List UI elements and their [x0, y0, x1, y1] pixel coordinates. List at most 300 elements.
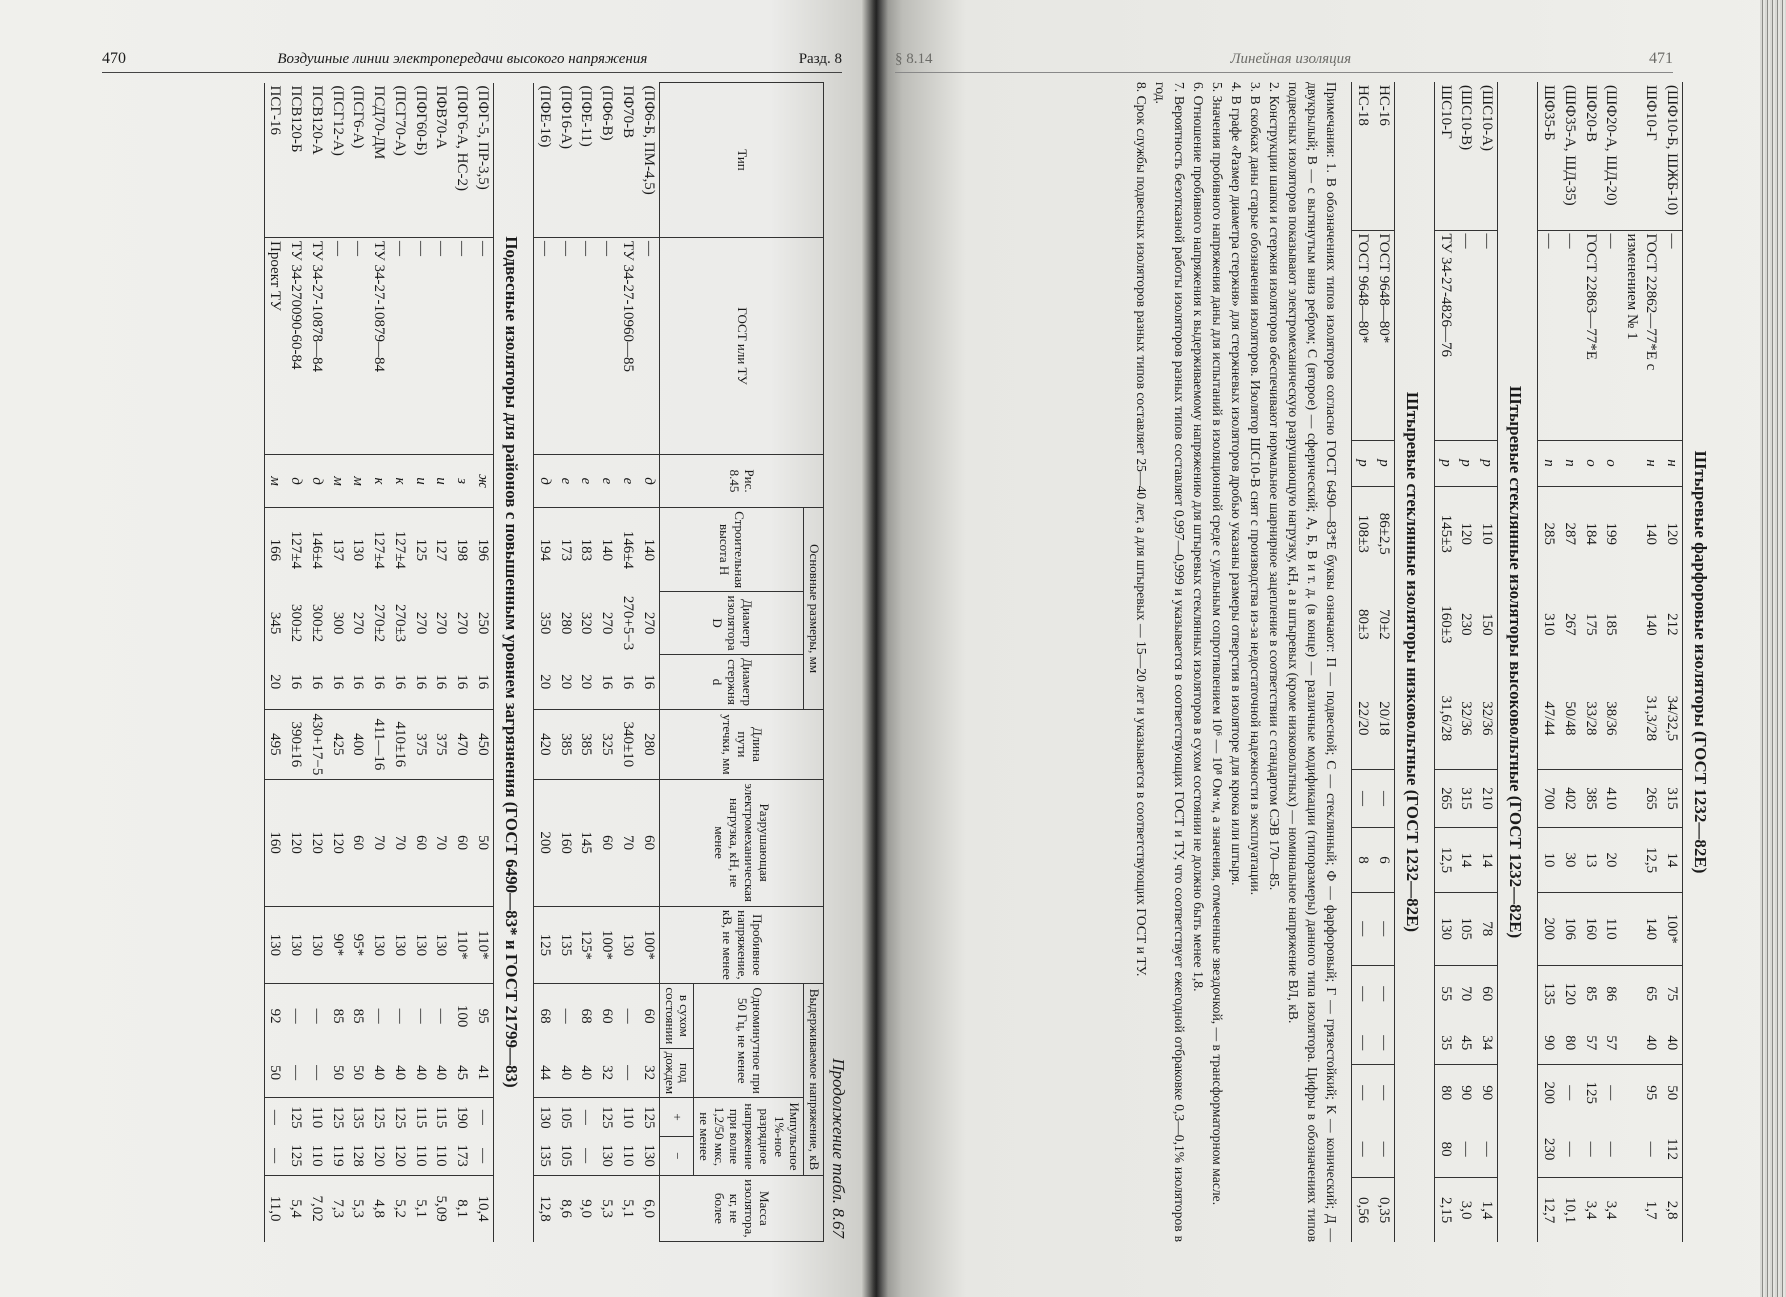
- cell-type: ПСВ120-А: [308, 85, 325, 155]
- cell-rain: —: [1355, 1035, 1371, 1051]
- table-row: [1538, 82, 1559, 1242]
- cell-diameter: 270: [454, 611, 471, 635]
- cell-dry: 68: [534, 984, 555, 1048]
- cell-type: ПСГ-16: [267, 85, 284, 136]
- cell-mass: 12,7: [1538, 1178, 1559, 1242]
- cell-mass: 1,7: [1622, 1178, 1662, 1242]
- cell-fig: м: [348, 455, 369, 508]
- cell-rod: 16: [474, 674, 491, 690]
- cell-leakage: 470: [451, 710, 472, 779]
- cell-type: (ПСГ6-А): [350, 85, 367, 149]
- cell-load: 70: [617, 779, 638, 906]
- cell-impulse-plus: 125: [596, 1098, 617, 1137]
- cell-impulse-plus: 50: [1661, 1064, 1682, 1121]
- cell-height: 146±4: [306, 508, 327, 592]
- cell-rain: 50: [267, 1065, 284, 1081]
- cell-fig: о: [1580, 440, 1601, 486]
- cell-diameter: 320: [578, 611, 595, 635]
- cell-height: 196: [472, 508, 493, 592]
- cell-diameter: 300±2: [308, 603, 325, 643]
- th-minus: −: [659, 1136, 694, 1175]
- right-running-title: Линейная изоляция: [1230, 51, 1352, 67]
- cell-breakdown: 95*: [348, 906, 369, 984]
- cell-diameter: 270: [412, 611, 429, 635]
- cell-breakdown: 78: [1477, 893, 1498, 966]
- cell-breakdown: 160: [1580, 893, 1601, 966]
- cell-impulse-plus: —: [264, 1098, 285, 1137]
- group-2-heading: [1682, 82, 1722, 1242]
- cell-impulse-minus: —: [1603, 1141, 1620, 1157]
- table-continuation-title: Продолжение табл. 8.67: [829, 1058, 848, 1238]
- table-row: [1601, 82, 1622, 1242]
- cell-type: (ПФГ60-Б): [412, 85, 429, 156]
- cell-rain: 41: [474, 1065, 491, 1081]
- cell-leakage: —: [1373, 770, 1394, 828]
- cell-fig: и: [410, 455, 431, 508]
- cell-impulse-plus: 90: [1456, 1064, 1477, 1121]
- cell-rain: 40: [578, 1065, 595, 1081]
- table-row: [431, 83, 452, 1242]
- cell-impulse-plus: 125: [638, 1098, 659, 1137]
- cell-diameter: 150: [1479, 613, 1496, 636]
- note-4: 4. В графе «Размер диаметра стержня» для стержневых изоляторов дробью указаны размеры отверстия в изоляторе для крюка или штыря.: [1229, 82, 1245, 886]
- cell-load: 160: [264, 779, 285, 906]
- cell-gost: —: [472, 238, 493, 455]
- cell-rain: —: [1375, 1035, 1392, 1051]
- table-row: [348, 83, 369, 1242]
- cell-breakdown: 130: [389, 906, 410, 984]
- cell-dry: —: [368, 984, 389, 1048]
- cell-fig: п: [1538, 440, 1559, 486]
- cell-rod: 16: [371, 674, 388, 690]
- cell-fig: р: [1435, 440, 1456, 486]
- cell-leakage: 410±16: [389, 710, 410, 779]
- cell-impulse-plus: 115: [410, 1098, 431, 1137]
- cell-type: ШС10-Г: [1437, 85, 1454, 139]
- cell-rain: —: [308, 1065, 325, 1081]
- cell-leakage: 420: [534, 710, 555, 779]
- cell-leakage: 325: [596, 710, 617, 779]
- table-row: [1580, 82, 1601, 1242]
- cell-breakdown: 105: [1456, 893, 1477, 966]
- cell-mass: 11,0: [264, 1175, 285, 1241]
- cell-dry: —: [555, 984, 576, 1048]
- cell-mass: 7,3: [327, 1175, 348, 1241]
- cell-impulse-plus: 125: [327, 1098, 348, 1137]
- cell-height: 166: [264, 508, 285, 592]
- cell-rod: 32/36: [1479, 701, 1496, 736]
- cell-gost: —: [327, 238, 348, 455]
- cell-impulse-plus: —: [1373, 1064, 1394, 1121]
- cell-rain: 57: [1603, 1035, 1620, 1051]
- cell-mass: 10,1: [1559, 1178, 1580, 1242]
- cell-height: 287: [1559, 486, 1580, 581]
- cell-rain: 80: [1562, 1035, 1578, 1051]
- cell-rain: 40: [391, 1065, 408, 1081]
- cell-mass: 1,4: [1477, 1178, 1498, 1242]
- cell-gost: ТУ 34-270090-60-84: [285, 238, 306, 455]
- cell-mass: 2,15: [1435, 1178, 1456, 1242]
- cell-load: 13: [1580, 827, 1601, 892]
- cell-impulse-minus: —: [1582, 1141, 1599, 1157]
- th-fig: Рис. 8.45: [659, 455, 823, 508]
- cell-breakdown: 200: [1538, 893, 1559, 966]
- cell-type: ПСД70-ДМ: [371, 85, 388, 160]
- cell-diameter: 270+5−3: [619, 595, 636, 651]
- th-plus: +: [659, 1098, 694, 1137]
- cell-dry: 65: [1622, 965, 1662, 1022]
- cell-breakdown: 110: [1601, 893, 1622, 966]
- cell-breakdown: 140: [1622, 893, 1662, 966]
- cell-load: 160: [555, 779, 576, 906]
- cell-height: 127±4: [389, 508, 410, 592]
- cell-impulse-plus: 125: [285, 1098, 306, 1137]
- table-row: [451, 83, 472, 1242]
- cell-mass: 5,09: [431, 1175, 452, 1241]
- cell-dry: —: [389, 984, 410, 1048]
- cell-fig: е: [576, 455, 597, 508]
- group-3-heading: [1498, 82, 1538, 1242]
- cell-diameter: 212: [1663, 613, 1680, 636]
- cell-breakdown: 130: [306, 906, 327, 984]
- cell-height: 127±4: [368, 508, 389, 592]
- cell-dry: —: [431, 984, 452, 1048]
- table-row: [576, 83, 597, 1242]
- cell-load: 200: [534, 779, 555, 906]
- cell-mass: 3,0: [1456, 1178, 1477, 1242]
- cell-impulse-minus: 112: [1663, 1138, 1680, 1161]
- cell-impulse-plus: 110: [306, 1098, 327, 1137]
- cell-mass: 5,4: [285, 1175, 306, 1241]
- cell-load: 60: [348, 779, 369, 906]
- table-row: [596, 83, 617, 1242]
- cell-impulse-plus: —: [1601, 1064, 1622, 1121]
- cell-breakdown: 130: [368, 906, 389, 984]
- cell-rod: 50/48: [1562, 701, 1578, 736]
- insulator-table-part2: [1351, 82, 1722, 1242]
- cell-leakage: 411—16: [368, 710, 389, 779]
- cell-dry: —: [1373, 965, 1394, 1022]
- cell-impulse-minus: —: [578, 1148, 595, 1164]
- cell-rod: 16: [599, 674, 616, 690]
- cell-rod: 33/28: [1582, 701, 1599, 736]
- group-1-heading: [493, 83, 533, 1242]
- cell-gost: Проект ТУ: [264, 238, 285, 455]
- cell-rain: 40: [412, 1065, 429, 1081]
- cell-rain: 57: [1582, 1035, 1599, 1051]
- cell-mass: 7,02: [306, 1175, 327, 1241]
- cell-impulse-minus: 120: [371, 1144, 388, 1167]
- cell-breakdown: 130: [431, 906, 452, 984]
- cell-type: ПФ70-В: [619, 85, 636, 139]
- cell-type: (ШФ10-Б, ШЖБ-10): [1663, 85, 1680, 216]
- cell-breakdown: 110*: [451, 906, 472, 984]
- cell-load: 20: [1601, 827, 1622, 892]
- cell-rod: 34/32,5: [1663, 695, 1680, 742]
- cell-gost: —: [596, 238, 617, 455]
- cell-impulse-minus: —: [1643, 1141, 1659, 1157]
- th-H: Строительная высота H: [659, 508, 803, 592]
- cell-type: НС-18: [1355, 85, 1371, 126]
- note-8: 8. Срок службы подвесных изоляторов разных типов составляет 25—40 лет, а для штыревых — 15—20 лет и указывается в соответствующих ГОСТ и ТУ.: [1133, 82, 1149, 977]
- cell-leakage: 400: [348, 710, 369, 779]
- cell-impulse-plus: 80: [1435, 1064, 1456, 1121]
- cell-diameter: 70±2: [1375, 609, 1392, 640]
- cell-rain: 50: [329, 1065, 346, 1081]
- table-row: [1456, 82, 1477, 1242]
- cell-mass: 6,0: [638, 1175, 659, 1241]
- cell-gost: —: [1538, 230, 1559, 440]
- cell-dry: 120: [1559, 965, 1580, 1022]
- cell-leakage: 430+17−5: [306, 710, 327, 779]
- cell-impulse-minus: 230: [1541, 1137, 1558, 1161]
- cell-gost: —: [451, 238, 472, 455]
- cell-leakage: 410: [1601, 770, 1622, 828]
- cell-gost: —: [638, 238, 659, 455]
- cell-height: 194: [534, 508, 555, 592]
- cell-leakage: 340±10: [617, 710, 638, 779]
- cell-breakdown: 130: [410, 906, 431, 984]
- th-impulse: Импульсное 1%-ное разрядное напряжение при волне 1,2/50 мкс, не менее: [694, 1098, 804, 1176]
- cell-impulse-minus: 110: [308, 1144, 325, 1167]
- cell-dry: 68: [576, 984, 597, 1048]
- cell-type: (ШС10-А): [1479, 85, 1496, 151]
- cell-dry: 85: [348, 984, 369, 1048]
- cell-mass: 0,56: [1352, 1178, 1373, 1242]
- cell-mass: 5,2: [389, 1175, 410, 1241]
- cell-rain: 40: [371, 1065, 388, 1081]
- cell-rod: 20/18: [1375, 701, 1392, 736]
- cell-dry: —: [285, 984, 306, 1048]
- cell-impulse-plus: 115: [431, 1098, 452, 1137]
- left-page-header: [102, 50, 842, 73]
- cell-fig: ж: [472, 455, 493, 508]
- cell-dry: 60: [638, 984, 659, 1048]
- section-title-pin-porcelain: Штыревые фарфоровые изоляторы (ГОСТ 1232—82Е): [1691, 450, 1710, 874]
- cell-type: ПСВ120-Б: [288, 85, 305, 153]
- cell-height: 184: [1580, 486, 1601, 581]
- left-page-number: 470: [102, 50, 126, 67]
- cell-height: 120: [1661, 486, 1682, 581]
- cell-breakdown: 110*: [472, 906, 493, 984]
- cell-fig: р: [1456, 440, 1477, 486]
- cell-load: 50: [472, 779, 493, 906]
- section-title-pin-glass-lv: Штыревые стеклянные изоляторы низковольтные (ГОСТ 1232—82Е): [1403, 391, 1422, 933]
- table-row: [389, 83, 410, 1242]
- cell-load: 120: [285, 779, 306, 906]
- cell-load: 10: [1538, 827, 1559, 892]
- cell-gost: ТУ 34-27-10878—84: [306, 238, 327, 455]
- th-d: Диаметр стержня d: [659, 654, 803, 709]
- cell-mass: 9,0: [576, 1175, 597, 1241]
- cell-height: 145±3: [1435, 486, 1456, 581]
- note-6: 6. Отношение пробивного напряжения к выдерживаемому напряжению для штыревых стеклянных изоляторов в сухом состоянии не должно быть менее 1,8.: [1191, 82, 1207, 992]
- cell-load: 12,5: [1435, 827, 1456, 892]
- table-notes: [1132, 82, 1341, 1242]
- cell-breakdown: 90*: [327, 906, 348, 984]
- cell-dry: 92: [264, 984, 285, 1048]
- cell-dry: 60: [1477, 965, 1498, 1022]
- cell-impulse-plus: —: [576, 1098, 597, 1137]
- cell-fig: д: [285, 455, 306, 508]
- cell-breakdown: 130: [264, 906, 285, 984]
- cell-height: 198: [451, 508, 472, 592]
- left-section-label: Разд. 8: [798, 51, 842, 67]
- section-title-polluted: Подвесные изоляторы для районов с повышенным уровнем загрязнения (ГОСТ 6490—83* и ГОСТ 21799—83): [502, 236, 522, 1088]
- cell-dry: 100: [451, 984, 472, 1048]
- th-mass: Масса изолятора, кг, не более: [659, 1175, 823, 1241]
- cell-impulse-minus: 110: [412, 1144, 429, 1167]
- cell-diameter: 270: [640, 611, 657, 635]
- cell-load: 60: [451, 779, 472, 906]
- cell-gost: ТУ 34-27-10960—85: [617, 238, 638, 455]
- th-dry: в сухом состоянии: [659, 984, 694, 1048]
- cell-breakdown: 130: [1435, 893, 1456, 966]
- table-row: [1622, 82, 1662, 1242]
- cell-type: (ПФ6-В): [599, 85, 616, 141]
- cell-impulse-minus: 80: [1437, 1141, 1454, 1157]
- cell-rain: 32: [599, 1065, 616, 1081]
- cell-impulse-minus: —: [1562, 1141, 1578, 1157]
- table-row: [1477, 82, 1498, 1242]
- cell-impulse-plus: 110: [617, 1098, 638, 1137]
- table-row: [617, 83, 638, 1242]
- cell-height: 127: [431, 508, 452, 592]
- cell-gost: —: [1661, 230, 1682, 440]
- cell-diameter: 270±3: [391, 603, 408, 643]
- cell-gost: ТУ 34-27-4826—76: [1435, 230, 1456, 440]
- cell-height: 110: [1477, 486, 1498, 581]
- cell-dry: 55: [1435, 965, 1456, 1022]
- cell-impulse-plus: 90: [1477, 1064, 1498, 1121]
- cell-breakdown: 125: [534, 906, 555, 984]
- cell-diameter: 300: [329, 611, 346, 635]
- cell-rod: 16: [433, 674, 450, 690]
- cell-dry: 135: [1538, 965, 1559, 1022]
- cell-leakage: 375: [431, 710, 452, 779]
- cell-rain: 40: [1663, 1035, 1680, 1051]
- cell-height: 140: [638, 508, 659, 592]
- cell-leakage: 390±16: [285, 710, 306, 779]
- cell-gost: —: [389, 238, 410, 455]
- cell-mass: 3,4: [1601, 1178, 1622, 1242]
- cell-rain: —: [288, 1065, 305, 1081]
- cell-diameter: 350: [536, 611, 553, 635]
- cell-dry: 95: [472, 984, 493, 1048]
- cell-type: (ПФГ6-А, НС-2): [454, 85, 471, 192]
- cell-fig: р: [1352, 440, 1373, 486]
- cell-load: 70: [431, 779, 452, 906]
- cell-leakage: 385: [576, 710, 597, 779]
- th-D: Диаметр изолятора D: [659, 592, 803, 655]
- cell-rain: 44: [536, 1065, 553, 1081]
- cell-rod: 16: [308, 674, 325, 690]
- cell-gost: ГОСТ 9648—80*: [1352, 230, 1373, 440]
- cell-rain: 90: [1541, 1035, 1558, 1051]
- cell-fig: к: [389, 455, 410, 508]
- insulator-table-part1: [264, 82, 824, 1242]
- cell-height: 146±4: [617, 508, 638, 592]
- cell-leakage: 265: [1435, 770, 1456, 828]
- cell-height: 120: [1456, 486, 1477, 581]
- cell-diameter: 175: [1582, 613, 1599, 636]
- table-row: [1661, 82, 1682, 1242]
- cell-impulse-minus: —: [1375, 1141, 1392, 1157]
- cell-impulse-minus: —: [474, 1148, 491, 1164]
- cell-mass: 5,1: [410, 1175, 431, 1241]
- cell-rod: 32/36: [1458, 701, 1475, 736]
- cell-leakage: 425: [327, 710, 348, 779]
- cell-impulse-minus: 135: [536, 1144, 553, 1167]
- left-rotated-content: [103, 82, 848, 1242]
- cell-type: (ПФГ-5, ПР-3,5): [474, 85, 491, 190]
- cell-mass: 2,8: [1661, 1178, 1682, 1242]
- cell-breakdown: 125*: [576, 906, 597, 984]
- cell-impulse-minus: 119: [329, 1144, 346, 1167]
- cell-diameter: 267: [1562, 613, 1578, 636]
- cell-height: 127±4: [285, 508, 306, 592]
- cell-diameter: 270: [433, 611, 450, 635]
- cell-fig: д: [306, 455, 327, 508]
- group-3: [1435, 82, 1498, 1242]
- cell-dry: 60: [596, 984, 617, 1048]
- cell-breakdown: 100*: [1661, 893, 1682, 966]
- table-row: [638, 83, 659, 1242]
- cell-mass: 0,35: [1373, 1178, 1394, 1242]
- cell-rain: 32: [640, 1065, 657, 1081]
- cell-height: 140: [1622, 486, 1662, 581]
- table-row: [285, 83, 306, 1242]
- cell-diameter: 140: [1643, 613, 1659, 636]
- cell-gost: ГОСТ 22862—77*Е с изменением № 1: [1622, 230, 1662, 440]
- cell-mass: 8,1: [451, 1175, 472, 1241]
- group-4: [1352, 82, 1395, 1242]
- cell-type: ШФ10-Г: [1643, 85, 1659, 141]
- cell-impulse-minus: 110: [433, 1144, 450, 1167]
- cell-mass: 5,3: [596, 1175, 617, 1241]
- cell-gost: ГОСТ 22863—77*Е: [1580, 230, 1601, 440]
- cell-rod: 16: [288, 674, 305, 690]
- th-type: Тип: [659, 83, 823, 238]
- cell-height: 285: [1538, 486, 1559, 581]
- cell-load: 14: [1477, 827, 1498, 892]
- note-7: 7. Вероятность безотказной работы изоляторов разных типов составляет 0,997—0,999 и указывается в соответствующих ГОСТ и ТУ, что соответствует ежегодной отбраковке 0,3—0,1% изоляторов в год.: [1152, 82, 1187, 1242]
- cell-gost: ТУ 34-27-10879—84: [368, 238, 389, 455]
- cell-fig: и: [431, 455, 452, 508]
- cell-type: (ШС10-В): [1458, 85, 1475, 151]
- cell-leakage: 280: [638, 710, 659, 779]
- table-row: [264, 83, 285, 1242]
- right-page-number: 471: [1648, 50, 1673, 67]
- cell-mass: 5,3: [348, 1175, 369, 1241]
- cell-type: (ШФ35-А, ШД-35): [1562, 85, 1578, 206]
- cell-dry: 85: [327, 984, 348, 1048]
- group-2: [1538, 82, 1682, 1242]
- cell-leakage: 385: [555, 710, 576, 779]
- cell-fig: р: [1477, 440, 1498, 486]
- cell-load: 12,5: [1622, 827, 1662, 892]
- note-2: 2. Конструкции шапки и стержня изоляторов обеспечивают нормальное шарнирное зацепление в соответствии с стандартом СЭВ 170—85.: [1267, 82, 1283, 891]
- cell-impulse-plus: 130: [534, 1098, 555, 1137]
- cell-load: 30: [1559, 827, 1580, 892]
- cell-diameter: 300±2: [288, 603, 305, 643]
- cell-impulse-plus: 125: [368, 1098, 389, 1137]
- cell-impulse-minus: 105: [557, 1144, 574, 1167]
- cell-rod: 16: [391, 674, 408, 690]
- cell-rain: 45: [1458, 1035, 1475, 1051]
- cell-mass: 8,6: [555, 1175, 576, 1241]
- cell-height: 130: [348, 508, 369, 592]
